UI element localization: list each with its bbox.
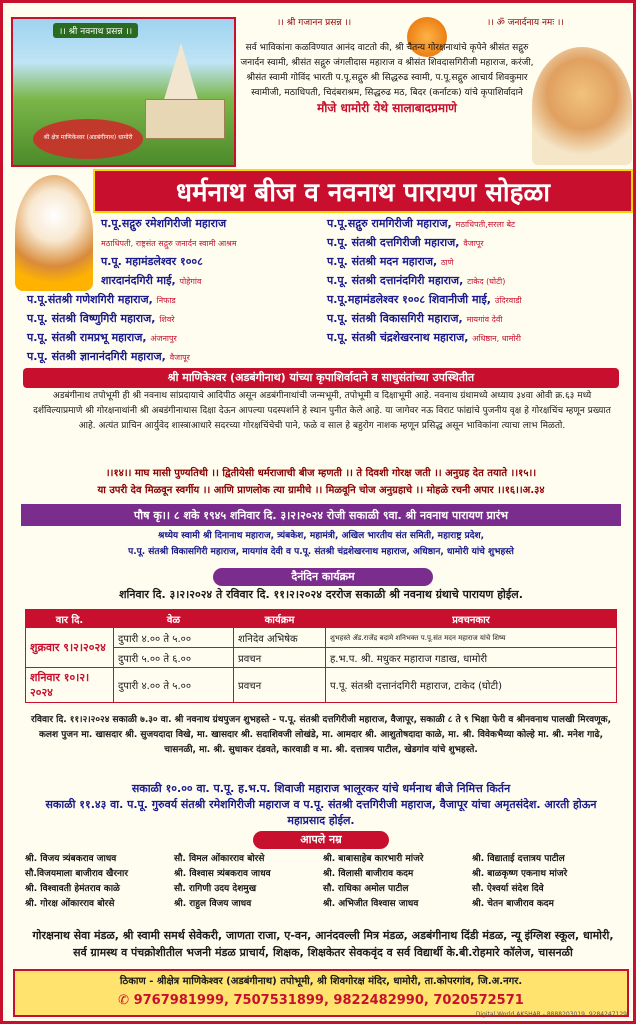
row-program: प्रवचन xyxy=(234,668,326,703)
blessing-line-1: श्रध्येय स्वामी श्री दिनानाथ महाराज, त्र्यंबकेश, महामंत्री, अखिल भारतीय संत समिती, महाराष्ट्र प्रदेश, xyxy=(157,531,485,541)
host-name: श्री. अभिजीत विश्वास जाधव xyxy=(323,899,419,909)
saint-name: प.पू.सद्गुरु रामगिरीजी महाराज, xyxy=(327,217,452,230)
blessing-line-2: प.पू. संतश्री विकासगिरी महाराज, मायगांव देवी व प.पू. संतश्री चंद्रशेखरनाथ महाराज, अधिष्ठान, धामोरी यांचे शुभहस्ते xyxy=(128,547,514,557)
saint-place: मठाधिपती, राष्ट्रसंत सद्गुरु जनार्दन स्वामी आश्रम xyxy=(101,239,237,248)
col-time: वेळ xyxy=(114,610,234,628)
table-row xyxy=(26,628,617,648)
saint-name: प.पू. संतश्री रामप्रभू महाराज, xyxy=(27,331,147,344)
col-day: वार दि. xyxy=(26,610,114,628)
host-name: श्री. चेतन बाजीराव कदम xyxy=(472,899,554,909)
saint-item xyxy=(327,215,633,234)
phone-icon: ✆ xyxy=(118,993,134,1008)
shrine-image xyxy=(33,119,143,159)
row-program: शनिदेव अभिषेक xyxy=(234,628,326,648)
temple-hall xyxy=(145,99,225,139)
saint-name: प.पू. संतश्री विष्णुगिरी महाराज, xyxy=(27,312,156,325)
saint-item xyxy=(27,272,327,291)
saint-item xyxy=(27,215,327,234)
saint-item xyxy=(27,234,327,253)
saint-place: मठाधिपती,सरला बेट xyxy=(455,220,516,229)
saint-place: ठाणे xyxy=(441,258,454,267)
host-name: सौ. विमल ओंकारराव बोरसे xyxy=(174,854,265,864)
saint-name: प.पू. संतश्री चंद्रशेखरनाथ महाराज, xyxy=(327,331,469,344)
kirtan-line-1: सकाळी १०.०० वा. प.पू. ह.भ.प. शिवाजी महाराज भालूरकर यांचे धर्मनाथ बीजे निमित्त किर्तन xyxy=(131,782,511,795)
saint-item xyxy=(27,291,327,310)
row-speaker: प.पू. संतश्री दत्तानंदगिरी महाराज, टाकेद (घोटी) xyxy=(326,668,617,703)
row-program: प्रवचन xyxy=(234,648,326,668)
saint-item xyxy=(27,348,327,367)
saint-place: अंजनापुर xyxy=(150,334,177,343)
history-paragraph: अडबंगीनाथ तपोभूमी ही श्री नवनाथ सांप्रदायाचे आदिपीठ असून अडबंगीनाथांची जन्मभूमी, तपोभूमी व दिक्षाभूमी आहे. नवनाथ ग्रंथामध्ये अध्याय ३४वा ओवी क्र.६३ मध्ये दर्शविल्याप्रमाणे श्री गोरक्षनाथांनी श्री अबडंगीनाथास दिक्षा देऊन आपल्या पदस्पर्शाने हे स्थान पुनीत केले आहे. या जागेवर नऊ विराट फांद्यांचे पुजनीय वृक्ष हे गोरक्षचिंच म्हणून प्रख्यात आहे. अत्यंत प्राचिन आर्युवेद शास्त्राआधारे सदरच्या गोरक्षचिंचेची पाने, फळे व साल हे बहुरोग नाशक म्हणून प्रसिद्ध असून भाविकांना त्याचा लाभ मिळतो. xyxy=(33,391,611,431)
row-time: दुपारी ४.०० ते ५.०० xyxy=(114,668,234,703)
host-name: श्री. विलासी बाजीराव कदम xyxy=(323,869,414,879)
saint-name: प.पू. संतश्री मदन महाराज, xyxy=(327,255,438,268)
temple-tower xyxy=(163,43,199,103)
row-day: शनिवार १०।२।२०२४ xyxy=(26,668,114,703)
saint-place: उंदिरवाडी xyxy=(494,296,522,305)
verse-line-1: ।।१४।। माघ मासी पुण्यतिथी ।। द्वितीयेसी धर्मराजाची बीज म्हणती ।। ते दिवशी गोरक्ष जती ।। अनुग्रह देत तयाते ।।१५।। xyxy=(105,468,537,479)
parayan-start-banner: पौष कृ।। ८ शके १९४५ शनिवार दि. ३।२।२०२४ रोजी सकाळी ९वा. श्री नवनाथ पारायण प्रारंभ xyxy=(21,504,621,526)
header xyxy=(7,7,635,167)
saints-left-list xyxy=(27,215,327,367)
footer xyxy=(13,969,629,1017)
hosts-list xyxy=(25,852,621,912)
saint-item xyxy=(327,291,633,310)
row-speaker: ह.भ.प. श्री. मधुकर महाराज गडाख, धामोरी xyxy=(326,648,617,668)
saint-item xyxy=(327,234,633,253)
daily-program-line: शनिवार दि. ३।२।२०२४ ते रविवार दि. ११।२।२०२४ दररोज सकाळी श्री नवनाथ ग्रंथाचे पारायण होईल. xyxy=(119,588,523,601)
host-name: श्री. विजय त्र्यंबकराव जाधव xyxy=(25,854,117,864)
host-name: श्री. विश्वास त्र्यंबकराव जाधव xyxy=(174,869,271,879)
saint-name: प.पू. संतश्री दत्तगिरीजी महाराज, xyxy=(327,236,460,249)
saint-item xyxy=(27,253,327,272)
row-time: दुपारी ५.०० ते ६.०० xyxy=(114,648,234,668)
organizations: गोरक्षनाथ सेवा मंडळ, श्री स्वामी समर्थ सेवेकरी, जाणता राजा, ए-वन, आनंदवल्ली मित्र मंडळ, अडबंगीनाथ दिंडी मंडळ, न्यू इंग्लिश स्कूल, धामोरी, सर्व ग्रामस्थ व पंचक्रोशीतील भजनी मंडळ प्राचार्य, शिक्षक, शिक्षकेतर सेवकवृंद व सर्व विद्यार्थी के.बी.रोहमारे कॉलेज, चासनळी xyxy=(32,929,614,959)
saint-item xyxy=(327,253,633,272)
saint-place: वैजापूर xyxy=(169,353,190,362)
shrine-caption: श्री क्षेत्र माणिकेश्वर (अडबंगीनाथ) धामोरी xyxy=(43,134,133,141)
saint-name: प.पू.सद्गुरु रमेशगिरीजी महाराज xyxy=(101,217,227,230)
col-speaker: प्रवचनकार xyxy=(326,610,617,628)
saint-name: प.पू. संतश्री विकासगिरी महाराज, xyxy=(327,312,463,325)
schedule-header-row xyxy=(26,610,617,628)
daily-program-title: दैनंदिन कार्यक्रम xyxy=(213,568,433,586)
saint-place: शिवरे xyxy=(159,315,175,324)
manikeshwar-bar: श्री माणिकेश्वर (अडबंगीनाथ) यांच्या कृपाशिर्वादाने व साधुसंतांच्या उपस्थितीत xyxy=(23,368,619,388)
host-name: श्री. बाबासाहेब कारभारी मांजरे xyxy=(323,854,424,864)
saint-item xyxy=(327,272,633,291)
saint-item xyxy=(27,310,327,329)
saint-place: निफाड xyxy=(156,296,176,305)
temple-photo xyxy=(11,17,236,167)
host-name: श्री. राहुल विजय जाधव xyxy=(174,899,252,909)
host-name: श्री. गोरक्ष ओंकारराव बोरसे xyxy=(25,899,115,909)
hosts-title: आपले नम्र xyxy=(253,831,389,849)
row-speaker xyxy=(326,628,617,648)
saint-name: प.पू. महामंडलेश्वर १००८ xyxy=(101,255,203,268)
saint-item xyxy=(327,329,633,348)
saint-name: प.पू. संतश्री दत्तानंदगिरी महाराज, xyxy=(327,274,464,287)
row-speaker-text: शुभहस्ते ॲड.राजेंद्र बदामे शनिभक्त प.पू.संत मदन महाराज यांचे शिष्य xyxy=(330,634,506,642)
row-day: शुक्रवार ९।२।२०२४ xyxy=(26,628,114,668)
saint-place: वैजापूर xyxy=(463,239,484,248)
verse-line-2: या उपरी देव मिळवून स्वर्गीय ।। आणि प्राणलोक त्या ग्रामीचे ।। मिळवूनि चोज अनुग्रहाचे ।। मोहळे रचनी अपार ।।१६।।अ.३४ xyxy=(97,485,545,496)
saint-item xyxy=(327,310,633,329)
village-line: मौजे धामोरी येथे सालाबादप्रमाणे xyxy=(317,101,457,115)
saint-place: अधिष्ठान, धामोरी xyxy=(472,334,521,343)
swami-photo xyxy=(532,47,632,165)
page-title: धर्मनाथ बीज व नवनाथ पारायण सोहळा xyxy=(93,169,633,213)
temple-caption: ।। श्री नवनाथ प्रसन्न ।। xyxy=(53,23,138,38)
row-time: दुपारी ४.०० ते ५.०० xyxy=(114,628,234,648)
saint-place: पोहेगांव xyxy=(179,277,202,286)
janardan-blessing: ।। ॐ जनार्दनाय नमः ।। xyxy=(487,18,564,28)
table-row xyxy=(26,668,617,703)
host-name: सौ. ऐश्वर्या संदेश दिवे xyxy=(472,884,544,894)
saint-item xyxy=(27,329,327,348)
saint-name: प.पू. संतश्री ज्ञानानंदगिरी महाराज, xyxy=(27,350,166,363)
blessing-text xyxy=(21,528,621,560)
host-name: श्री. विश्वावती हेमंतराव काळे xyxy=(25,884,120,894)
col-program: कार्यक्रम xyxy=(234,610,326,628)
sunday-program: रविवार दि. ११।२।२०२४ सकाळी ७.३० वा. श्री नवनाथ ग्रंथपुजन शुभहस्ते - प.पू. संतश्री दत्तगिरीजी महाराज, वैजापूर, सकाळी ८ ते ९ भिक्षा फेरी व श्रीनवनाथ पालखी मिरवणूक, कलश पुजन मा. खासदार श्री. सुजयदादा विखे, मा. खासदार श्री. सदाशिवजी लोखंडे, मा. आमदार श्री. आशुतोषदादा काळे, मा. श्री. विवेकभैय्या कोल्हे मा. श्री. मनेश गाढे, चासनळी, मा. श्री. सुधाकर दंडवते, कारवाडी व मा. श्री. दत्तात्रय पाटील, खेडगांव यांचे शुभहस्ते. xyxy=(30,715,612,755)
saint-place: टाकेद (घोटी) xyxy=(467,277,506,286)
host-name: श्री. बाळकृष्ण एकनाथ मांजरे xyxy=(472,869,568,879)
phone-list: 9767981999, 7507531899, 9822482990, 7020572571 xyxy=(133,993,524,1008)
saint-name: प.पू.महामंडलेश्वर १००८ शिवानीजी माई, xyxy=(327,293,491,306)
host-name: सौ.विजयमाला बाजीराव खैरनार xyxy=(25,869,129,879)
host-name: श्री. विद्याताई दत्तात्रय पाटील xyxy=(472,854,565,864)
schedule-table xyxy=(25,609,617,703)
kirtan-line-2: सकाळी ११.४३ वा. प.पू. गुरुवर्य संतश्री रमेशगिरीजी महाराज व प.पू. संतश्री दत्तगिरीजी महाराज, वैजापूर यांचा अमृतसंदेश. आरती होऊन महाप्रसाद होईल. xyxy=(45,798,597,827)
saint-name: प.पू.संतश्री गणेशगिरी महाराज, xyxy=(27,293,153,306)
kirtan-block xyxy=(25,781,617,829)
host-name: सौ. राधिका अमोल पाटील xyxy=(323,884,409,894)
venue-address: ठिकाण - श्रीक्षेत्र माणिकेश्वर (अडबंगीनाथ) तपोभूमी, श्री शिवगोरक्ष मंदिर, धामोरी, ता.कोपरगांव, जि.अ.नगर. xyxy=(119,976,523,987)
saint-place: मायगांव देवी xyxy=(466,315,503,324)
designer-credit: Digital World AKSHAR - 8888203019, 9284247129 xyxy=(475,1011,627,1018)
host-name: सौ. रागिणी उदय देशमुख xyxy=(174,884,257,894)
header-paragraph: सर्व भाविकांना कळविण्यात आनंद वाटतो की, श्री चैतन्य गोरक्षनाथांचे कृपेने श्रीसंत सद्गुरु जनार्दन स्वामी, श्रीसंत सद्गुरु जंगलीदास महाराज व श्रीसंत शिवदासगिरीजी महाराज, करंजी, श्रीसंत स्वामी गोविंद भारती प.पू.सद्गुरु श्री सिद्धरुढ स्वामी, प.पू.सद्गुरु आचार्य शिवकुमार स्वामीजी, मठाधिपती, चिदंबराश्रम, सिद्धरुढ मठ, बिदर (कर्नाटक) यांचे कृपाशिर्वादाने xyxy=(240,43,534,98)
header-text xyxy=(239,41,535,118)
table-row xyxy=(26,648,617,668)
phone-numbers xyxy=(15,991,627,1011)
gajanan-blessing: ।। श्री गजानन प्रसन्न ।। xyxy=(277,18,352,28)
saints-right-list xyxy=(327,215,633,348)
saint-name: शारदानंदगिरी माई, xyxy=(101,274,176,287)
